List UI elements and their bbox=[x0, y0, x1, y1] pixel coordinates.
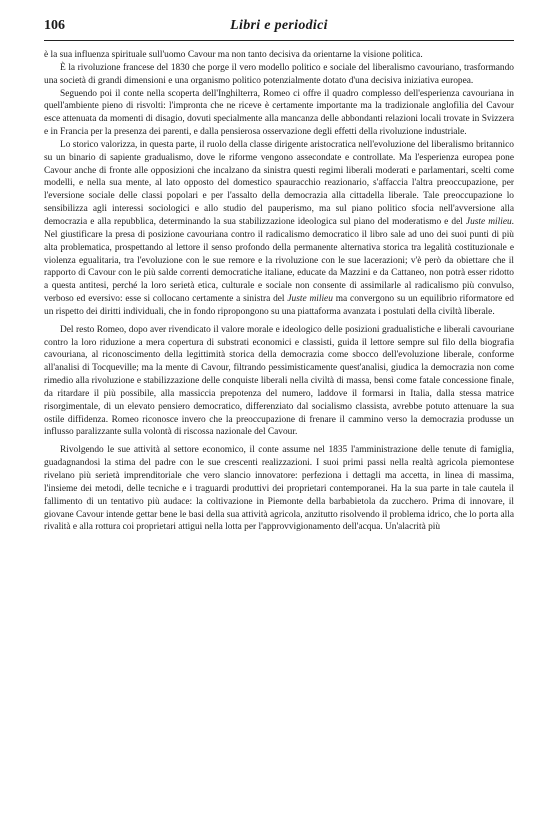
paragraph-4-part-3: ma convergono su un equilibrio riformatore ed un rispetto dei diritti individuali, che in fondo ripropongono su una piattaforma avanzata i postulati della civiltà liberale. bbox=[44, 294, 514, 317]
italic-juste-milieu-2: Juste milieu bbox=[287, 294, 333, 305]
italic-juste-milieu-1: Juste milieu bbox=[465, 216, 512, 227]
paragraph-4 bbox=[44, 139, 514, 319]
paragraph-5: Del resto Romeo, dopo aver rivendicato il valore morale e ideologico delle posizioni gradualistiche e liberali cavouriane contro la loro riduzione a mera copertura di substrati economici e classisti, guida il lettore sempre sul filo della biografia cavouriana, al riconoscimento della legittimità storica della democrazia come sbocco dell'evoluzione liberale, conforme all'analisi di Tocqueville; ma la mente di Cavour, filtrando pessimisticamente quest'analisi, giudica la democrazia non come rimedio alla rivoluzione e stabilizzazione delle conquiste liberali nella civiltà di massa, bensì come fatale concessione finale, da ritardare il più possibile, alla massiccia prepotenza del numero, laddove il formarsi in Italia, dalla stessa matrice risorgimentale, di un elevato pensiero democratico, differenziato dal socialismo classista, avrebbe potuto attenuare la sua ostile diffidenza. Romeo riconosce invero che la preoccupazione di frenare il cammino verso la democrazia produsse un influsso paralizzante sulla volontà di riscossa nazionale del Cavour. bbox=[44, 324, 514, 438]
running-head bbox=[44, 16, 514, 41]
paragraph-2: È la rivoluzione francese del 1830 che porge il vero modello politico e sociale del liberalismo cavouriano, trasformando una società di grandi dimensioni e una organismo politico potenzialmente dotato d'una decisiva iniziativa europea. bbox=[44, 62, 514, 86]
paragraph-6: Rivolgendo le sue attività al settore economico, il conte assume nel 1835 l'amministrazione delle tenute di famiglia, guadagnandosi la stima del padre con le sue crescenti realizzazioni. I suoi primi passi nella realtà agricola piemontese rivelano più serietà imprenditoriale che vero slancio innovatore: perfeziona i dettagli ma accetta, in linea di massima, l'insieme dei metodi, delle tecniche e i traguardi produttivi dei proprietari contemporanei. Ha la sua parte in tale cautela il fallimento di un tentativo più audace: la coltivazione in Piemonte della barbabietola da zucchero. Prima di innovare, il giovane Cavour intende gettar bene le basi della sua attività agricola, anzitutto risolvendo il problema idrico, che lo porta alla rivalità e alla rottura coi proprietari attigui nella lotta per l'approvvigionamento dell'acqua. Un'alacrità più bbox=[44, 445, 514, 533]
section-title: Libri e periodici bbox=[230, 18, 328, 33]
body-text bbox=[44, 49, 514, 534]
paragraph-4-part-2: . Nel giustificare la presa di posizione cavouriana contro il radicalismo democratico il libro sale ad uno dei suoi punti di più alta problematica, prospettando al lettore il senso profondo della permanente alternativa storica tra legalità costituzionale e violenza egualitaria, tra l'evoluzione con le sue remore e la rivoluzione con le sue lacerazioni; v'è però da obiettare che il rapporto di Cavour con le più salde correnti democratiche italiane, educate da Mazzini e da Cattaneo, non potrà esser ridotto a questa antitesi, perché la loro serietà etica, culturale e sociale non consente di assimilarle al radicalismo più convulso, verboso ed eversivo: esse si collocano certamente a sinistra del bbox=[44, 216, 515, 305]
book-page bbox=[44, 16, 514, 534]
paragraph-4-part-1: Lo storico valorizza, in questa parte, il ruolo della classe dirigente aristocratica nell'evoluzione del liberalismo britannico su un binario di sapiente gradualismo, dove le riforme vengono assecondate e controllate. Ma l'esperienza europea pone Cavour anche di fronte alle opposizioni che incalzano da sinistra questi regimi liberali moderati e parlamentari, scelti come modelli, e nella sua mente, al lato opposto del domestico spauracchio reazionario, s'affaccia l'altra preoccupazione, per l'eversione sociale delle classi popolari e per l'assalto della democrazia alla cittadella liberale. Tale preoccupazione lo sensibilizza agli interessi sociologici e allo studio del pauperismo, ma sul piano politico sfocia nell'avversione alla democrazia e alla repubblica, determinando la sua stabilizzazione ideologica sul piano del moderatismo e del bbox=[44, 139, 514, 227]
page-number: 106 bbox=[44, 18, 65, 33]
paragraph-1: è la sua influenza spirituale sull'uomo Cavour ma non tanto decisiva da orientarne la visione politica. bbox=[44, 50, 423, 60]
paragraph-3: Seguendo poi il conte nella scoperta dell'Inghilterra, Romeo ci offre il quadro complesso dell'esperienza cavouriana in quell'ambiente pieno di risvolti: l'impronta che ne riceve è certamente importante ma la tradizionale anglofilia del Cavour esce attenuata da momenti di disagio, dovuti specialmente alla mancanza delle abbondanti relazioni locali trovate in Svizzera e in Francia per la presenza dei parenti, e dalla pensierosa osservazione degli effetti della rivoluzione industriale. bbox=[44, 88, 514, 138]
